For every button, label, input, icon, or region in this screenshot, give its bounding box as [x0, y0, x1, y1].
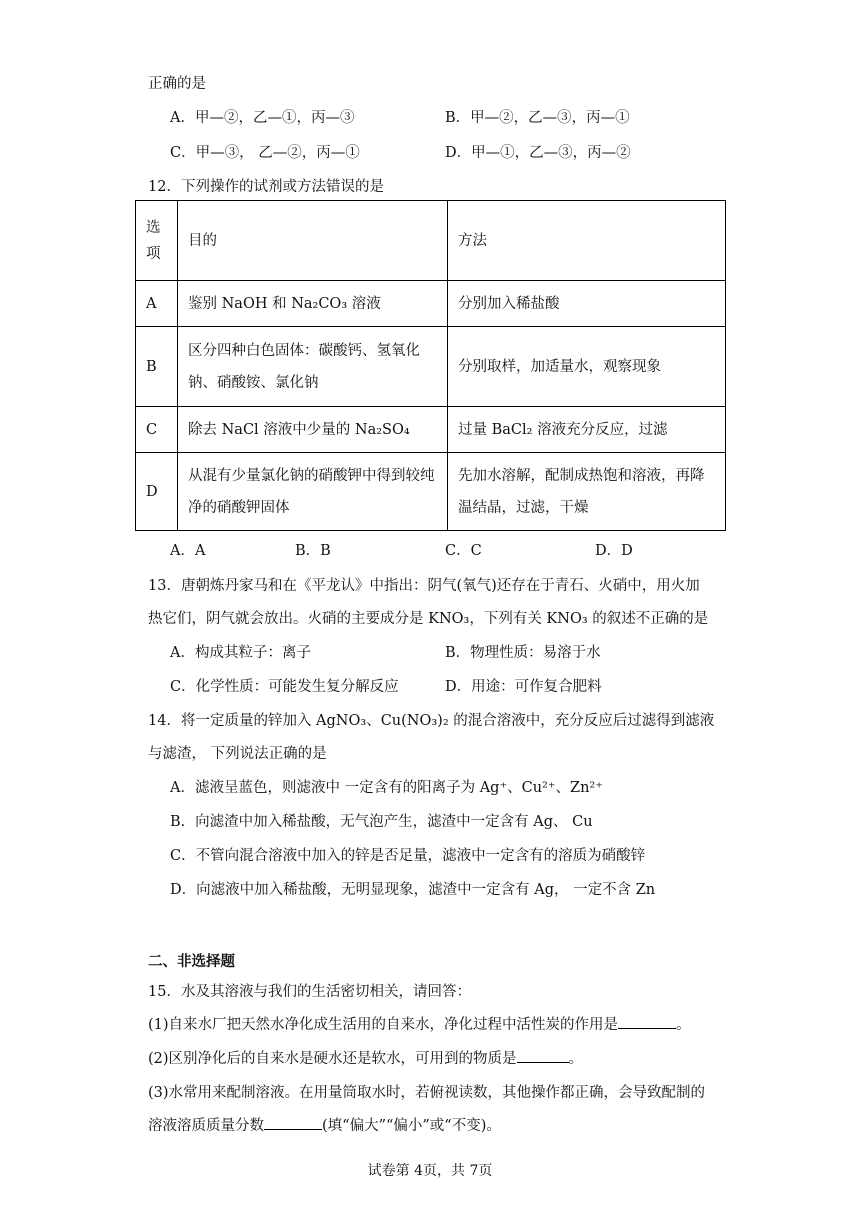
- q14-option-c[interactable]: C．不管向混合溶液中加入的锌是否足量，滤液中一定含有的溶质为硝酸锌: [170, 848, 646, 864]
- q13-option-c[interactable]: C．化学性质：可能发生复分解反应: [170, 679, 399, 695]
- q13-option-d[interactable]: D．用途：可作复合肥料: [445, 679, 602, 695]
- q12-option-c[interactable]: C．C: [445, 543, 482, 559]
- row-method: 先加水溶解，配制成热饱和溶液，再降温结晶，过滤，干燥: [448, 453, 726, 531]
- q15-part3-end: (填“偏大”“偏小”或“不变)。: [322, 1118, 501, 1134]
- row-purpose: 区分四种白色固体：碳酸钙、氢氧化钠、硝酸铵、氯化钠: [178, 327, 448, 407]
- q15-stem: 15．水及其溶液与我们的生活密切相关，请回答：: [148, 984, 471, 1000]
- q12-stem: 12．下列操作的试剂或方法错误的是: [148, 179, 384, 195]
- q15-part3-line2: [148, 1114, 501, 1135]
- q14-option-a[interactable]: A．滤液呈蓝色，则滤液中 一定含有的阳离子为 Ag⁺、Cu²⁺、Zn²⁺: [170, 780, 603, 796]
- row-label: A: [136, 281, 178, 327]
- row-method: 分别加入稀盐酸: [448, 281, 726, 327]
- section-title: 二、非选择题: [148, 953, 235, 970]
- header-purpose: 目的: [178, 201, 448, 281]
- row-label: C: [136, 407, 178, 453]
- q11-option-a[interactable]: A．甲—②，乙—①，丙—③: [170, 110, 355, 126]
- header-option: 选项: [136, 201, 178, 281]
- row-method: 分别取样，加适量水，观察现象: [448, 327, 726, 407]
- q14-option-b[interactable]: B．向滤渣中加入稀盐酸，无气泡产生，滤渣中一定含有 Ag、 Cu: [170, 814, 593, 830]
- q15-part1-end: 。: [676, 1017, 691, 1033]
- q15-part1: [148, 1013, 691, 1034]
- row-purpose: 除去 NaCl 溶液中少量的 Na₂SO₄: [178, 407, 448, 453]
- table-header-row: [136, 201, 726, 281]
- header-method: 方法: [448, 201, 726, 281]
- q12-option-d[interactable]: D．D: [595, 543, 633, 559]
- q15-part2-end: 。: [568, 1051, 584, 1067]
- q13-stem-line2: 热它们，阴气就会放出。火硝的主要成分是 KNO₃，下列有关 KNO₃ 的叙述不正确的是: [148, 611, 709, 627]
- row-label: D: [136, 453, 178, 531]
- row-method: 过量 BaCl₂ 溶液充分反应，过滤: [448, 407, 726, 453]
- q15-part3-text: 溶液溶质质量分数: [148, 1118, 264, 1134]
- q11-option-c[interactable]: C．甲—③， 乙—②，丙—①: [170, 145, 360, 161]
- row-purpose: 鉴别 NaOH 和 Na₂CO₃ 溶液: [178, 281, 448, 327]
- q15-part2-text: (2)区别净化后的自来水是硬水还是软水，可用到的物质是: [148, 1051, 517, 1067]
- table-row: [136, 327, 726, 407]
- q12-option-b[interactable]: B．B: [295, 543, 331, 559]
- q13-option-b[interactable]: B．物理性质：易溶于水: [445, 645, 601, 661]
- row-label: B: [136, 327, 178, 407]
- row-purpose: 从混有少量氯化钠的硝酸钾中得到较纯净的硝酸钾固体: [178, 453, 448, 531]
- q14-stem-line2: 与滤渣， 下列说法正确的是: [148, 746, 327, 762]
- answer-blank-2[interactable]: [517, 1048, 569, 1063]
- page-footer: 试卷第 4页，共 7页: [367, 1163, 493, 1179]
- q13-option-a[interactable]: A．构成其粒子：离子: [170, 645, 311, 661]
- q11-option-b[interactable]: B．甲—②，乙—③，丙—①: [445, 110, 630, 126]
- table-row: [136, 453, 726, 531]
- q15-part1-text: (1)自来水厂把天然水净化成生活用的自来水，净化过程中活性炭的作用是: [148, 1017, 619, 1033]
- answer-blank-3[interactable]: [264, 1115, 322, 1130]
- q11-option-d[interactable]: D．甲—①，乙—③，丙—②: [445, 145, 631, 161]
- table-row: [136, 407, 726, 453]
- q11-tail: 正确的是: [148, 76, 206, 92]
- q14-stem-line1: 14．将一定质量的锌加入 AgNO₃、Cu(NO₃)₂ 的混合溶液中，充分反应后过滤得到滤液: [148, 713, 715, 729]
- q12-table: [135, 200, 726, 531]
- q12-option-a[interactable]: A．A: [170, 543, 206, 559]
- q14-option-d[interactable]: D．向滤液中加入稀盐酸，无明显现象，滤渣中一定含有 Ag， 一定不含 Zn: [170, 882, 656, 898]
- q15-part3-line1: (3)水常用来配制溶液。在用量筒取水时，若俯视读数，其他操作都正确，会导致配制的: [148, 1085, 706, 1101]
- answer-blank-1[interactable]: [618, 1014, 676, 1029]
- table-row: [136, 281, 726, 327]
- q13-stem-line1: 13．唐朝炼丹家马和在《平龙认》中指出：阴气(氧气)还存在于青石、火硝中，用火加: [148, 578, 700, 594]
- q15-part2: [148, 1047, 583, 1068]
